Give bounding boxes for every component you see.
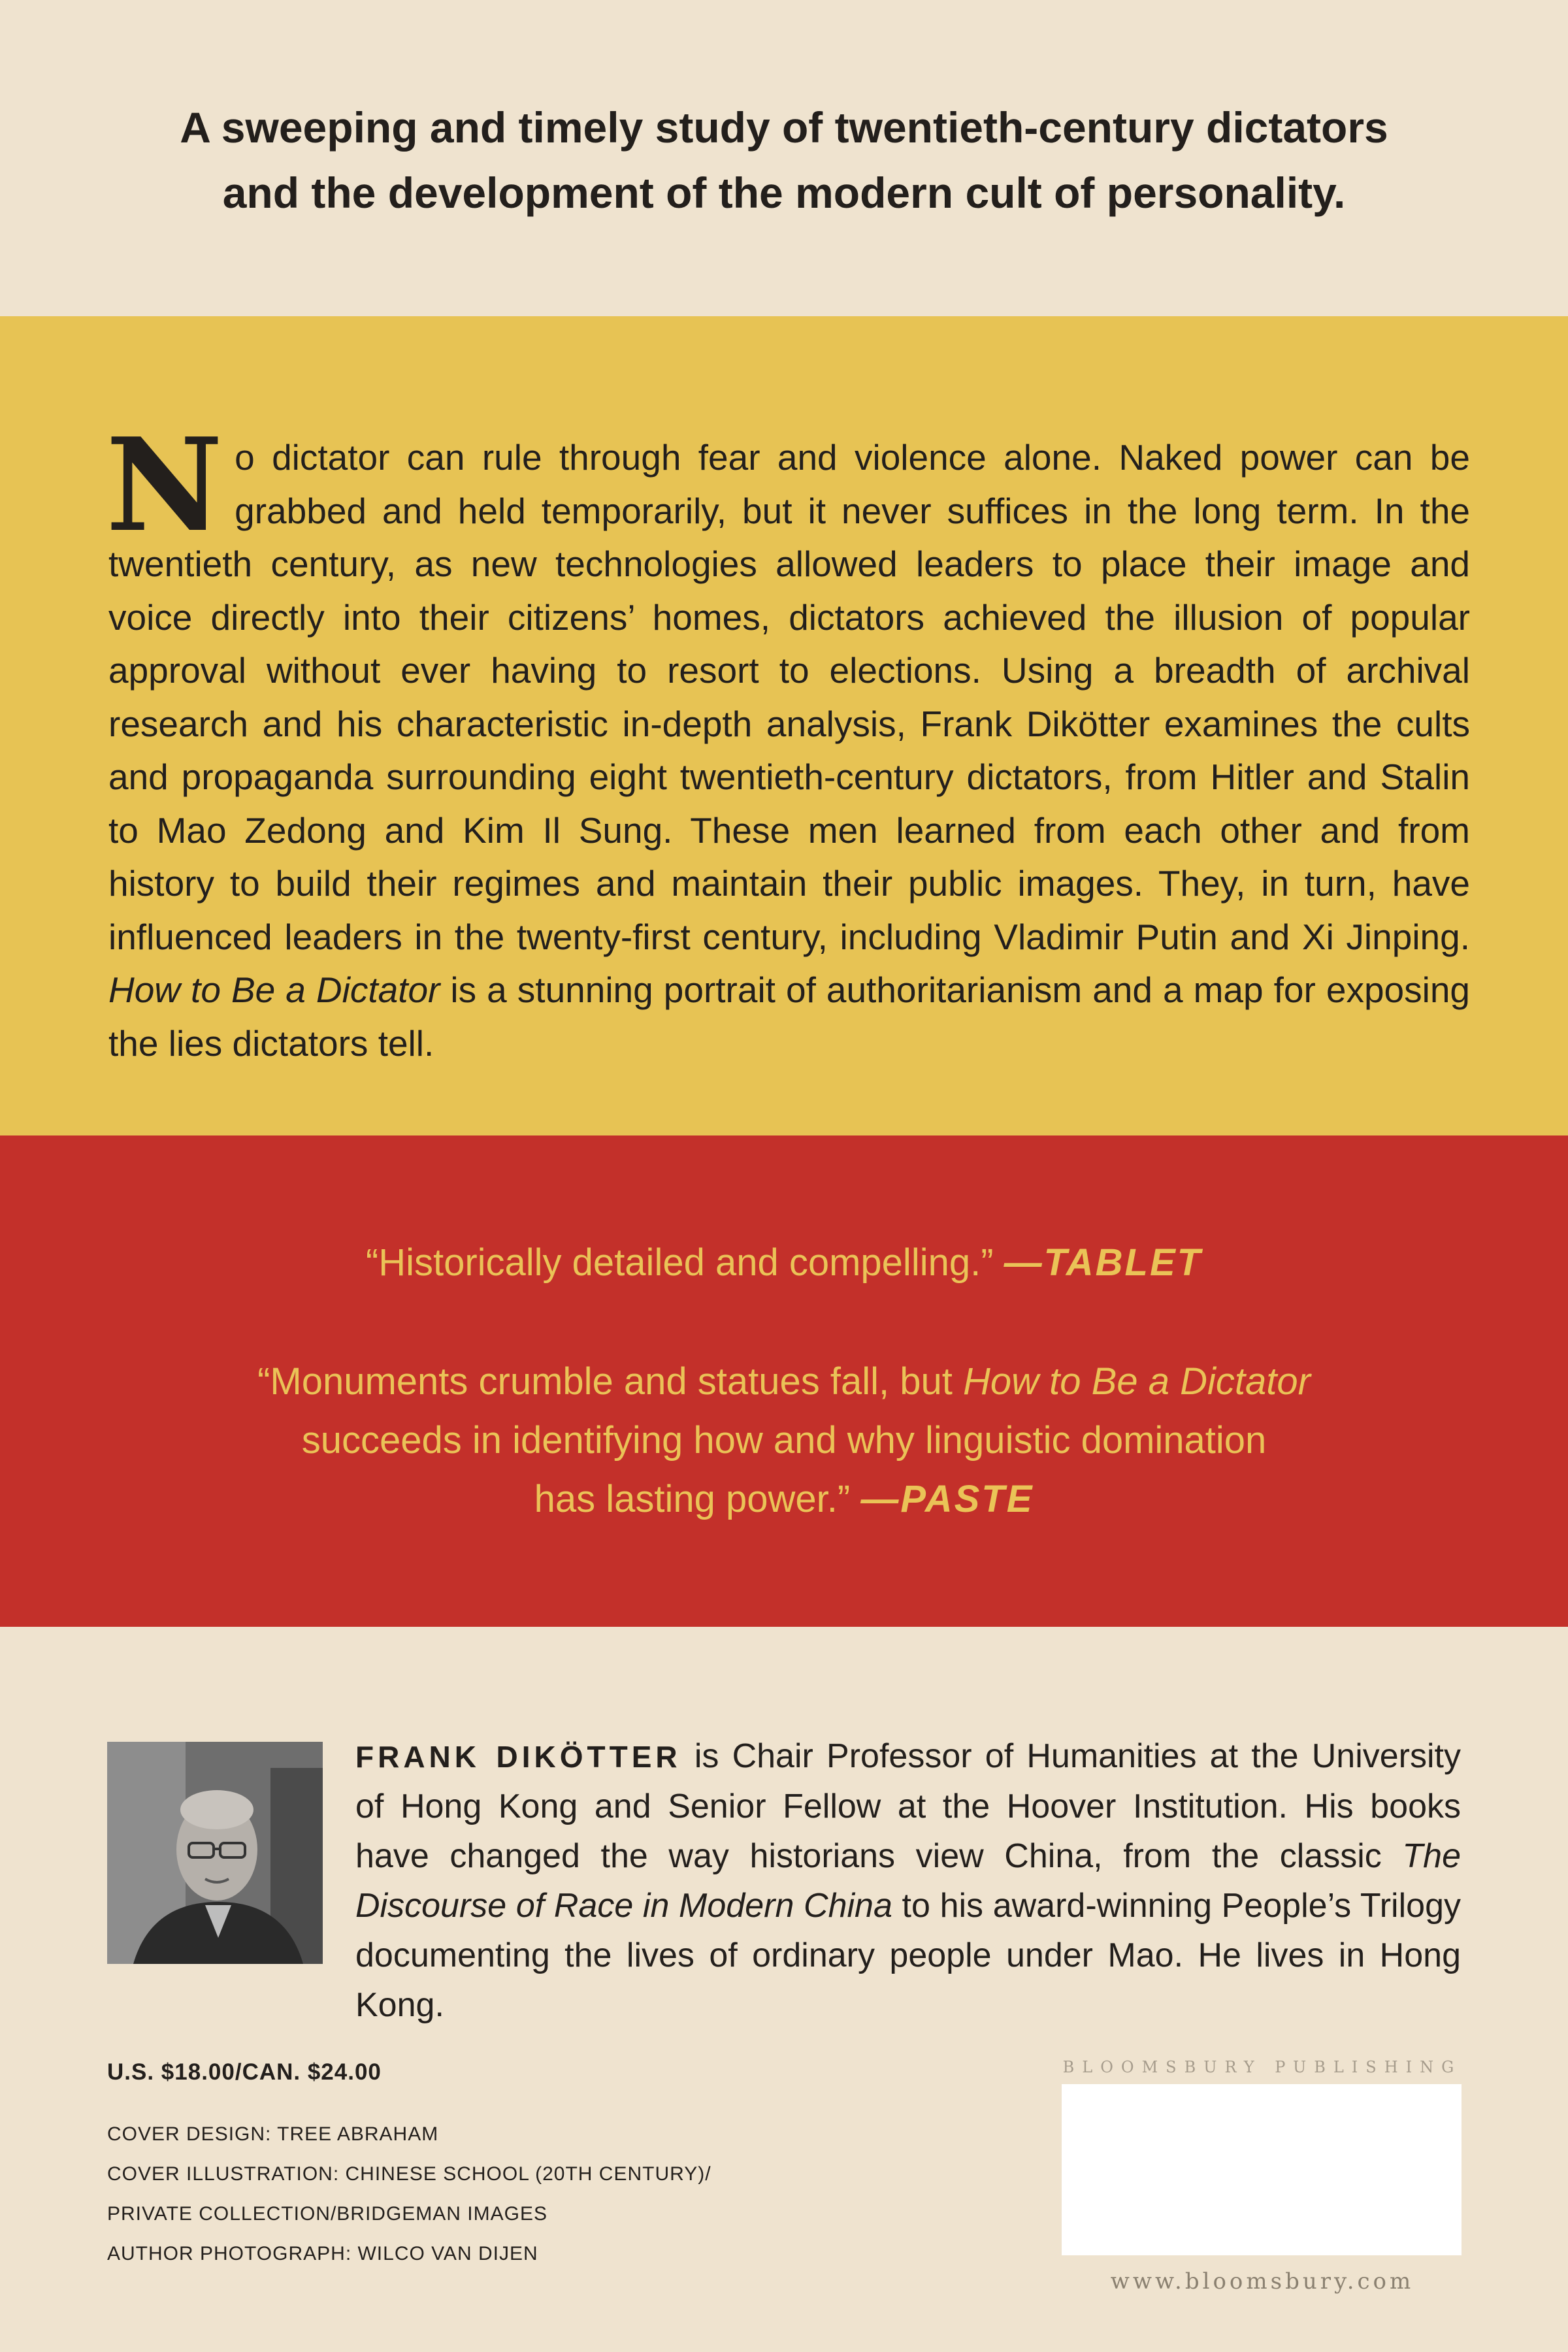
credit-line: COVER DESIGN: TREE ABRAHAM: [107, 2123, 439, 2145]
tagline-line-2: and the development of the modern cult of personality.: [222, 169, 1346, 217]
review-source: —TABLET: [1004, 1241, 1203, 1284]
author-name: FRANK DIKÖTTER: [355, 1740, 681, 1774]
review-line-2: succeeds in identifying how and why linguistic domination: [301, 1419, 1267, 1462]
review-line-1: “Monuments crumble and statues fall, but How to Be a Dictator: [257, 1360, 1311, 1403]
description-text-1: o dictator can rule through fear and violence alone. Naked power can be grabbed and held temporarily, but it never suffices in the long term. In the twentieth century, as new technologies allowed leaders to place their image and voice directly into their citizens’ homes, dictators achieved the illusion of popular approval without ever having to resort to elections. Using a breadth of archival research and his characteristic in-depth analysis, Frank Dikötter examines the cults and propaganda surrounding eight twentieth-century dictators, from Hitler and Stalin to Mao Zedong and Kim Il Sung. These men learned from each other and from history to build their regimes and maintain their public images. They, in turn, have influenced leaders in the twenty-first century, including Vladimir Putin and Xi Jinping.: [108, 437, 1470, 957]
author-bio-text-1: is Chair Professor of Humanities at the University of Hong Kong and Senior Fellow at the Hoover Institution. His books have changed the way historians view China, from the classic: [355, 1737, 1461, 1875]
review-quote-paste: [78, 1352, 1490, 1529]
price: U.S. $18.00/CAN. $24.00: [107, 2059, 382, 2085]
tagline: [52, 95, 1516, 225]
review-source: —PASTE: [860, 1478, 1034, 1520]
book-description: [106, 410, 1471, 1070]
review-line-3: has lasting power.” —PASTE: [534, 1478, 1034, 1520]
description-text-2: is a stunning portrait of authoritarianism and a map for exposing the lies dictators tell.: [108, 970, 1471, 1064]
book-title-italic: The Discourse of Race in Modern China: [355, 1837, 1461, 1925]
publisher-name: BLOOMSBURY PUBLISHING: [1062, 2058, 1462, 2076]
author-photo: [107, 1742, 323, 1964]
review-quote-tablet: [78, 1233, 1490, 1292]
book-title-italic: How to Be a Dictator: [963, 1360, 1311, 1403]
book-title-italic: How to Be a Dictator: [108, 970, 440, 1010]
publisher-website: www.bloomsbury.com: [1110, 2268, 1414, 2295]
credits: [107, 2114, 891, 2274]
tagline-line-1: A sweeping and timely study of twentieth-century dictators: [180, 103, 1388, 152]
barcode-box: [1062, 2084, 1462, 2255]
author-bio: [355, 1731, 1461, 2030]
author-bio-text-2: to his award-winning People’s Trilogy documenting the lives of ordinary people under Mao. He lives in Hong Kong.: [355, 1887, 1461, 2024]
review-text: “Historically detailed and compelling.”: [365, 1241, 994, 1284]
credit-line: AUTHOR PHOTOGRAPH: WILCO VAN DIJEN: [107, 2243, 538, 2264]
drop-cap: N: [106, 410, 223, 561]
credit-line: PRIVATE COLLECTION/BRIDGEMAN IMAGES: [107, 2203, 547, 2225]
credit-line: COVER ILLUSTRATION: CHINESE SCHOOL (20TH CENTURY)/: [107, 2163, 711, 2185]
